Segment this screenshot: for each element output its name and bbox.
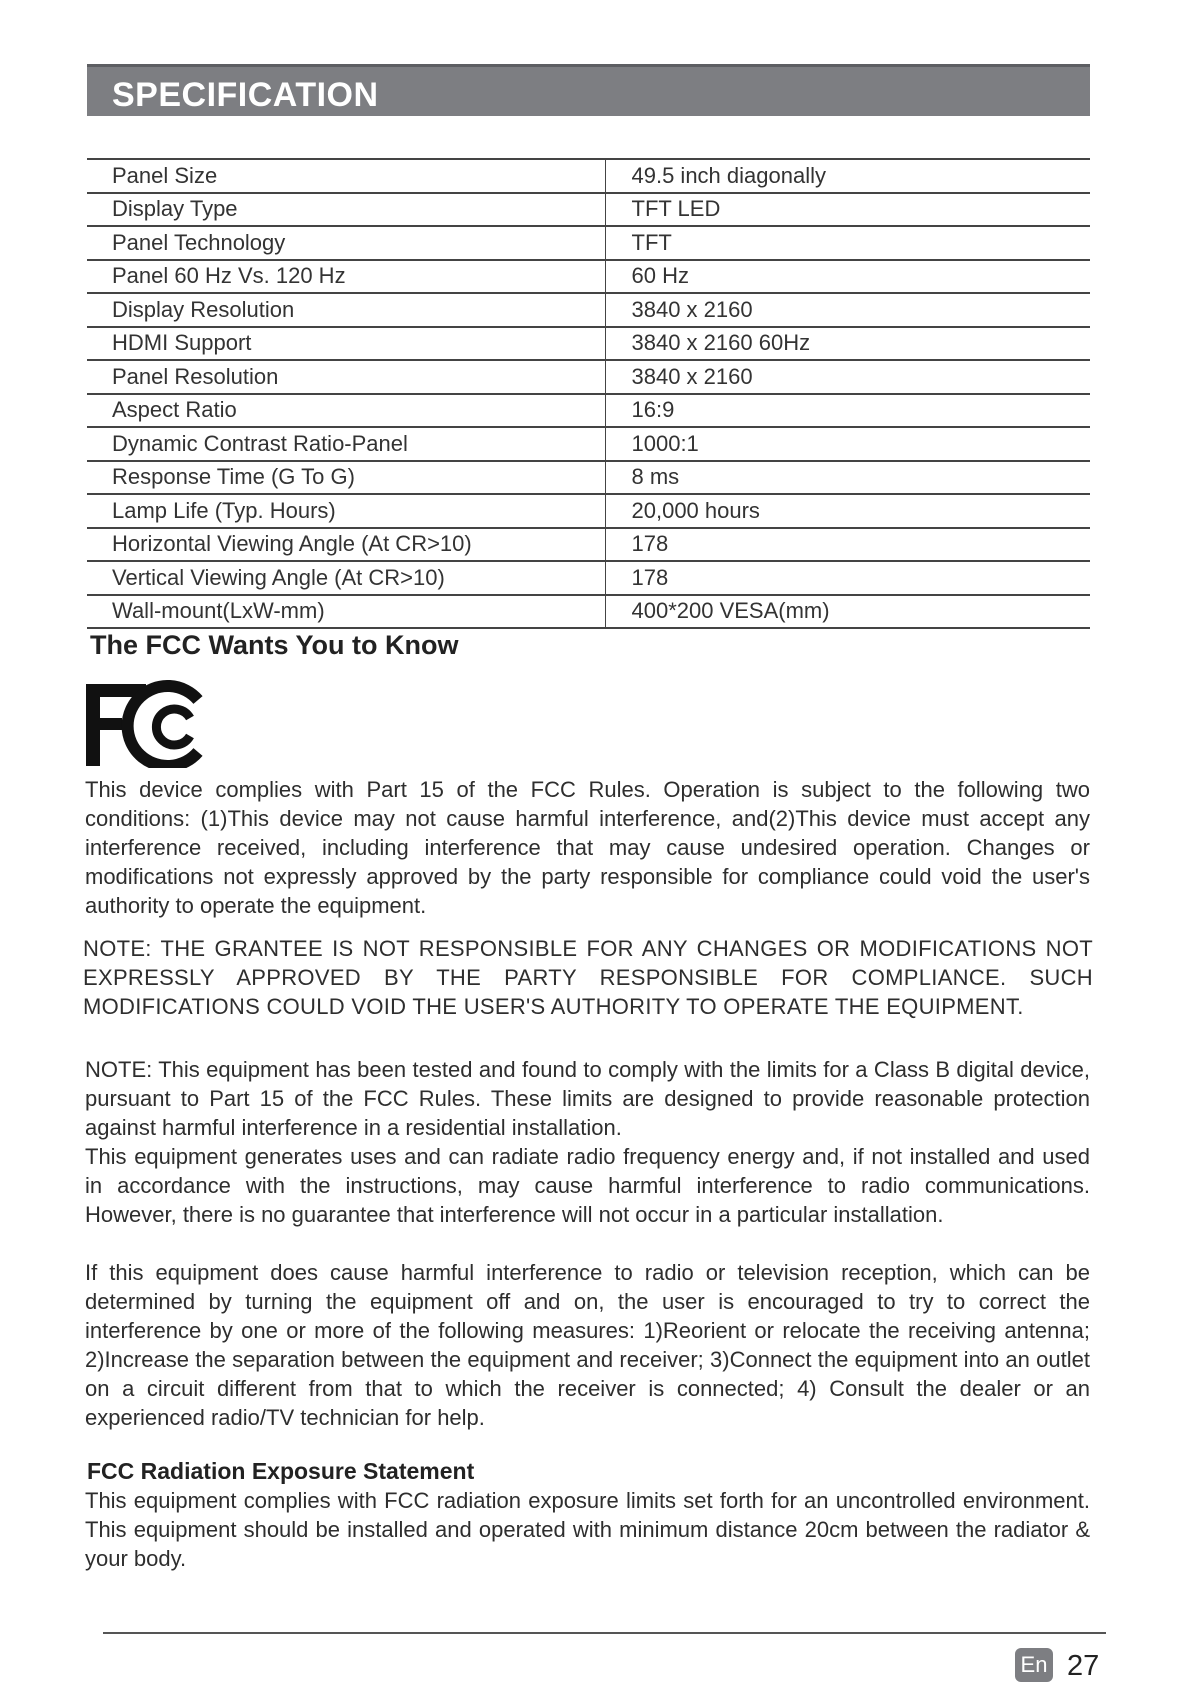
spec-value: 8 ms: [605, 461, 1090, 495]
spec-row: [87, 159, 1090, 193]
spec-row: [87, 494, 1090, 528]
spec-row: [87, 293, 1090, 327]
spec-label: Dynamic Contrast Ratio-Panel: [87, 427, 605, 461]
spec-label: Display Resolution: [87, 293, 605, 327]
fcc-paragraph-grantee-note: NOTE: THE GRANTEE IS NOT RESPONSIBLE FOR ANY CHANGES OR MODIFICATIONS NOT EXPRESSLY APPROVED BY THE PARTY RESPONSIBLE FOR COMPLIANCE. SUCH MODIFICATIONS COULD VOID THE USER'S AUTHORITY TO OPERATE THE EQUIPMENT.: [83, 936, 1093, 1019]
spec-label: Wall-mount(LxW-mm): [87, 595, 605, 629]
spec-row: [87, 528, 1090, 562]
spec-label: Lamp Life (Typ. Hours): [87, 494, 605, 528]
spec-label: Aspect Ratio: [87, 394, 605, 428]
fcc-paragraph-measures: If this equipment does cause harmful interference to radio or television reception, which can be determined by turning the equipment off and on, the user is encouraged to try to correct the interference by one or more of the following measures: 1)Reorient or relocate the receiving antenna; 2)Increase the separation between the equipment and receiver; 3)Connect the equipment into an outlet on a circuit different from that to which the receiver is connected; 4) Consult the dealer or an experienced radio/TV technician for help.: [85, 1260, 1090, 1430]
section-header-bar: [87, 64, 1090, 116]
fcc-paragraph-rf-energy: This equipment generates uses and can radiate radio frequency energy and, if not installed and used in accordance with the instructions, may cause harmful interference to radio communications. However, there is no guarantee that interference will not occur in a particular installation.: [85, 1144, 1090, 1227]
spec-value: 60 Hz: [605, 260, 1090, 294]
spec-row: [87, 193, 1090, 227]
spec-value: TFT LED: [605, 193, 1090, 227]
fcc-paragraph-compliance: This device complies with Part 15 of the FCC Rules. Operation is subject to the following two conditions: (1)This device may not cause harmful interference, and(2)This device must accept any interference received, including interference that may cause undesired operation. Changes or modifications not expressly approved by the party responsible for compliance could void the user's authority to operate the equipment.: [85, 777, 1090, 918]
language-badge: En: [1015, 1648, 1053, 1682]
spec-label: Display Type: [87, 193, 605, 227]
spec-label: Panel Technology: [87, 226, 605, 260]
spec-value: 1000:1: [605, 427, 1090, 461]
spec-value: 49.5 inch diagonally: [605, 159, 1090, 193]
spec-label: Vertical Viewing Angle (At CR>10): [87, 561, 605, 595]
spec-value: TFT: [605, 226, 1090, 260]
spec-value: 178: [605, 528, 1090, 562]
radiation-paragraph: This equipment complies with FCC radiation exposure limits set forth for an uncontrolled environment. This equipment should be installed and operated with minimum distance 20cm between the radiator & your body.: [85, 1488, 1090, 1571]
page-number: 27: [1067, 1650, 1100, 1682]
section-title: SPECIFICATION: [112, 76, 379, 114]
spec-table: [87, 158, 1090, 629]
spec-row: [87, 595, 1090, 629]
spec-row: [87, 461, 1090, 495]
spec-row: [87, 260, 1090, 294]
footer-divider: [103, 1632, 1106, 1634]
fcc-logo-icon: [86, 680, 206, 768]
fcc-heading: The FCC Wants You to Know: [90, 630, 459, 660]
spec-label: Response Time (G To G): [87, 461, 605, 495]
spec-value: 16:9: [605, 394, 1090, 428]
spec-label: Panel Size: [87, 159, 605, 193]
spec-row: [87, 226, 1090, 260]
spec-label: Panel 60 Hz Vs. 120 Hz: [87, 260, 605, 294]
spec-row: [87, 327, 1090, 361]
spec-row: [87, 427, 1090, 461]
spec-row: [87, 561, 1090, 595]
spec-value: 178: [605, 561, 1090, 595]
spec-value: 3840 x 2160: [605, 293, 1090, 327]
spec-label: HDMI Support: [87, 327, 605, 361]
spec-value: 20,000 hours: [605, 494, 1090, 528]
radiation-heading: FCC Radiation Exposure Statement: [87, 1458, 475, 1484]
spec-label: Horizontal Viewing Angle (At CR>10): [87, 528, 605, 562]
spec-label: Panel Resolution: [87, 360, 605, 394]
spec-value: 3840 x 2160: [605, 360, 1090, 394]
spec-value: 400*200 VESA(mm): [605, 595, 1090, 629]
spec-value: 3840 x 2160 60Hz: [605, 327, 1090, 361]
spec-row: [87, 360, 1090, 394]
spec-row: [87, 394, 1090, 428]
fcc-paragraph-class-b-note: NOTE: This equipment has been tested and found to comply with the limits for a Class B digital device, pursuant to Part 15 of the FCC Rules. These limits are designed to provide reasonable protection against harmful interference in a residential installation.: [85, 1057, 1090, 1140]
